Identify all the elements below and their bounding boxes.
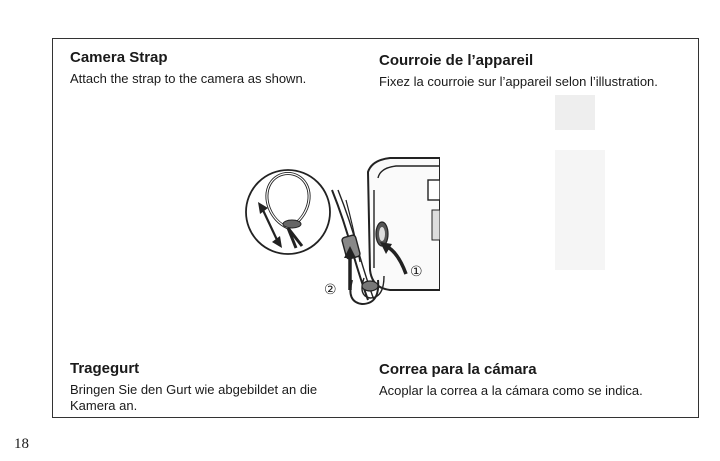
instruction-german xyxy=(70,382,360,414)
instruction-german-line1: Bringen Sie den Gurt wie abgebildet an die xyxy=(70,382,318,397)
heading-tragegurt: Tragegurt xyxy=(70,360,140,377)
heading-courroie: Courroie de l’appareil xyxy=(379,52,534,69)
step-1-label: ① xyxy=(410,264,423,280)
section-german xyxy=(70,360,360,414)
step-2-label: ② xyxy=(324,282,337,298)
heading-camera-strap: Camera Strap xyxy=(70,49,168,66)
instruction-german-line2: Kamera an. xyxy=(70,398,138,413)
instruction-english: Attach the strap to the camera as shown. xyxy=(70,71,307,86)
page-number: 18 xyxy=(14,436,29,452)
instruction-french: Fixez la courroie sur l’appareil selon l’illustration. xyxy=(379,74,658,89)
section-spanish xyxy=(379,361,694,399)
loop-detail-inset xyxy=(246,170,330,254)
instruction-spanish: Acoplar la correa a la cámara como se indica. xyxy=(379,383,643,398)
strap-attachment-illustration xyxy=(240,150,440,325)
section-french xyxy=(379,52,694,90)
section-english xyxy=(70,49,360,87)
heading-correa: Correa para la cámara xyxy=(379,361,537,378)
